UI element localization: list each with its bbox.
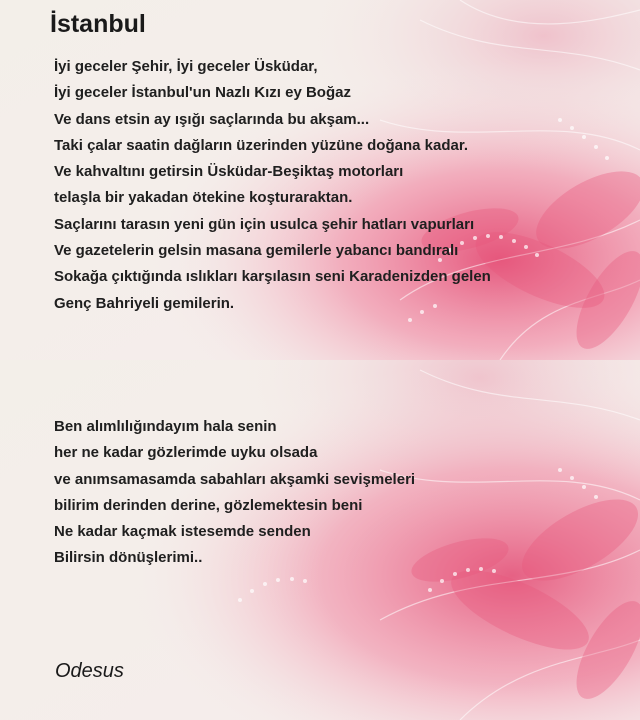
poem-line: Ne kadar kaçmak istesemde senden — [54, 523, 311, 541]
stanza-2 — [54, 414, 415, 572]
poem-line: Ve kahvaltını getirsin Üsküdar-Beşiktaş motorları — [54, 163, 404, 181]
poem-line: telaşla bir yakadan ötekine koşturaraktan. — [54, 189, 353, 207]
poem-line: Bilirsin dönüşlerimi.. — [54, 549, 203, 567]
poem-line: Taki çalar saatin dağların üzerinden yüzüne doğana kadar. — [54, 136, 469, 154]
poem-line: Sokağa çıktığında ıslıkları karşılasın seni Karadenizden gelen — [54, 268, 491, 286]
poem-line: Ve gazetelerin gelsin masana gemilerle yabancı bandıralı — [54, 242, 459, 260]
poem-line: ve anımsamasamda sabahları akşamki sevişmeleri — [54, 470, 416, 488]
poem-line: İyi geceler Şehir, İyi geceler Üsküdar, — [54, 58, 318, 75]
poem-line: Genç Bahriyeli gemilerin. — [54, 294, 235, 312]
poem-line: Ve dans etsin ay ışığı saçlarında bu akşam... — [54, 110, 370, 128]
poem-line: bilirim derinden derine, gözlemektesin beni — [54, 496, 363, 514]
poem-title: İstanbul — [50, 10, 146, 38]
poem-author: Odesus — [55, 660, 124, 682]
stanza-1 — [54, 54, 491, 317]
poem-line: her ne kadar gözlerimde uyku olsada — [54, 444, 318, 462]
poem-line: Saçlarını tarasın yeni gün için usulca şehir hatları vapurları — [54, 215, 475, 233]
poem-line: İyi geceler İstanbul'un Nazlı Kızı ey Boğaz — [54, 84, 351, 102]
poem-line: Ben alımlılığındayım hala senin — [54, 418, 277, 435]
